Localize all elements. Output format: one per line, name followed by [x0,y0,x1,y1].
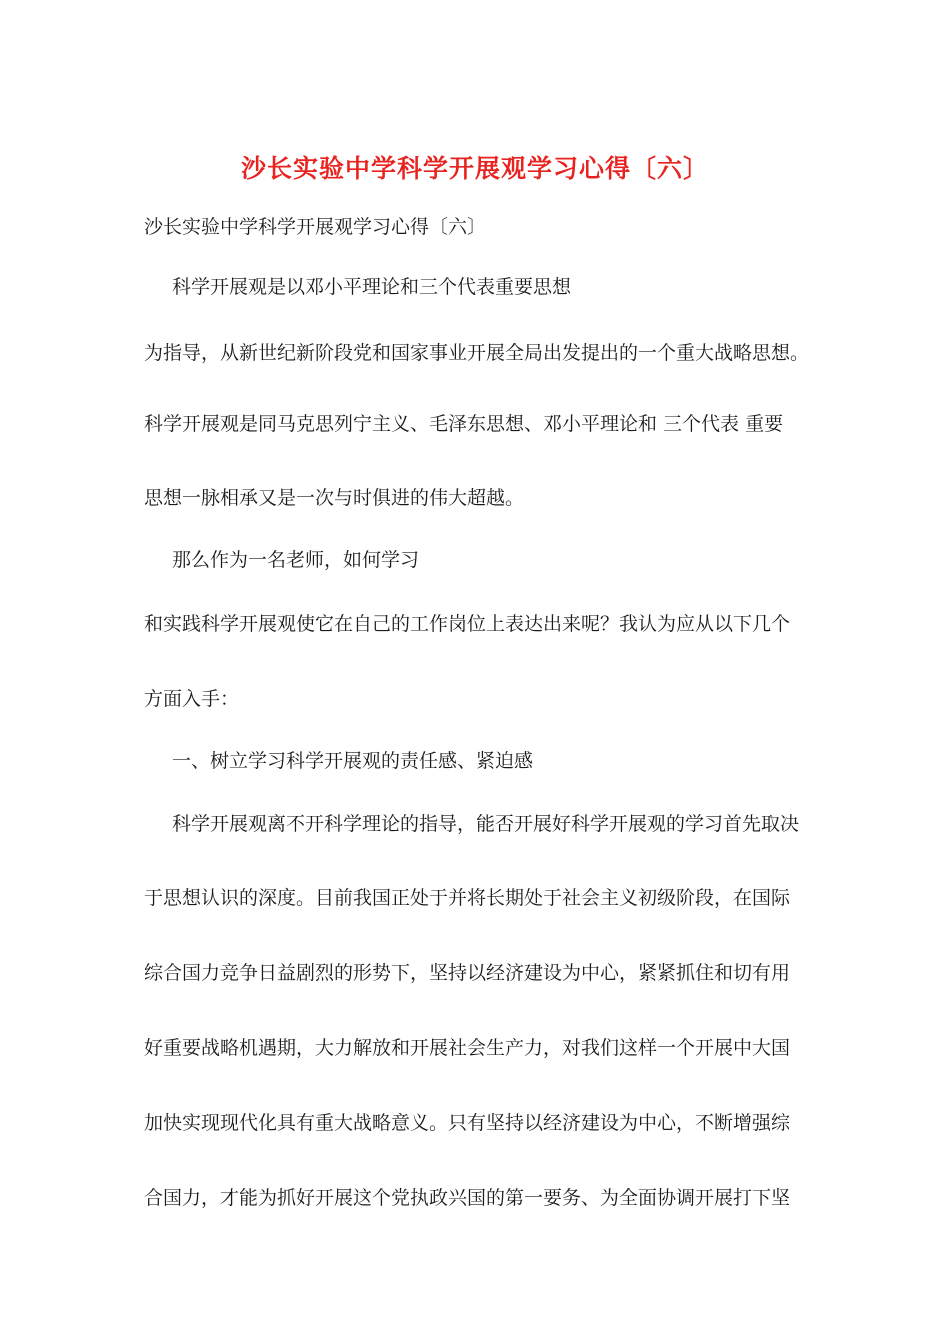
paragraph-line: 为指导，从新世纪新阶段党和国家事业开展全局出发提出的一个重大战略思想。 [144,342,810,364]
paragraph-line: 科学开展观是同马克思列宁主义、毛泽东思想、邓小平理论和 三个代表 重要 [144,413,784,435]
paragraph-line: 好重要战略机遇期，大力解放和开展社会生产力，对我们这样一个开展中大国 [144,1037,791,1059]
paragraph-line: 和实践科学开展观使它在自己的工作岗位上表达出来呢？我认为应从以下几个 [144,613,791,635]
document-title: 沙长实验中学科学开展观学习心得〔六〕 [240,154,709,183]
paragraph-line: 科学开展观是以邓小平理论和三个代表重要思想 [172,276,572,298]
paragraph-line: 合国力，才能为抓好开展这个党执政兴国的第一要务、为全面协调开展打下坚 [144,1187,791,1209]
paragraph-line: 科学开展观离不开科学理论的指导，能否开展好科学开展观的学习首先取决 [172,813,800,835]
paragraph-line: 加快实现现代化具有重大战略意义。只有坚持以经济建设为中心，不断增强综 [144,1112,791,1134]
paragraph-line: 综合国力竞争日益剧烈的形势下，坚持以经济建设为中心，紧紧抓住和切有用 [144,962,791,984]
paragraph-line: 于思想认识的深度。目前我国正处于并将长期处于社会主义初级阶段，在国际 [144,887,791,909]
paragraph-line: 思想一脉相承又是一次与时俱进的伟大超越。 [144,487,525,509]
section-heading: 一、树立学习科学开展观的责任感、紧迫感 [172,750,534,772]
paragraph-line: 方面入手： [144,688,240,710]
paragraph-line: 那么作为一名老师，如何学习 [172,549,420,571]
subtitle-line: 沙长实验中学科学开展观学习心得〔六〕 [144,216,487,238]
